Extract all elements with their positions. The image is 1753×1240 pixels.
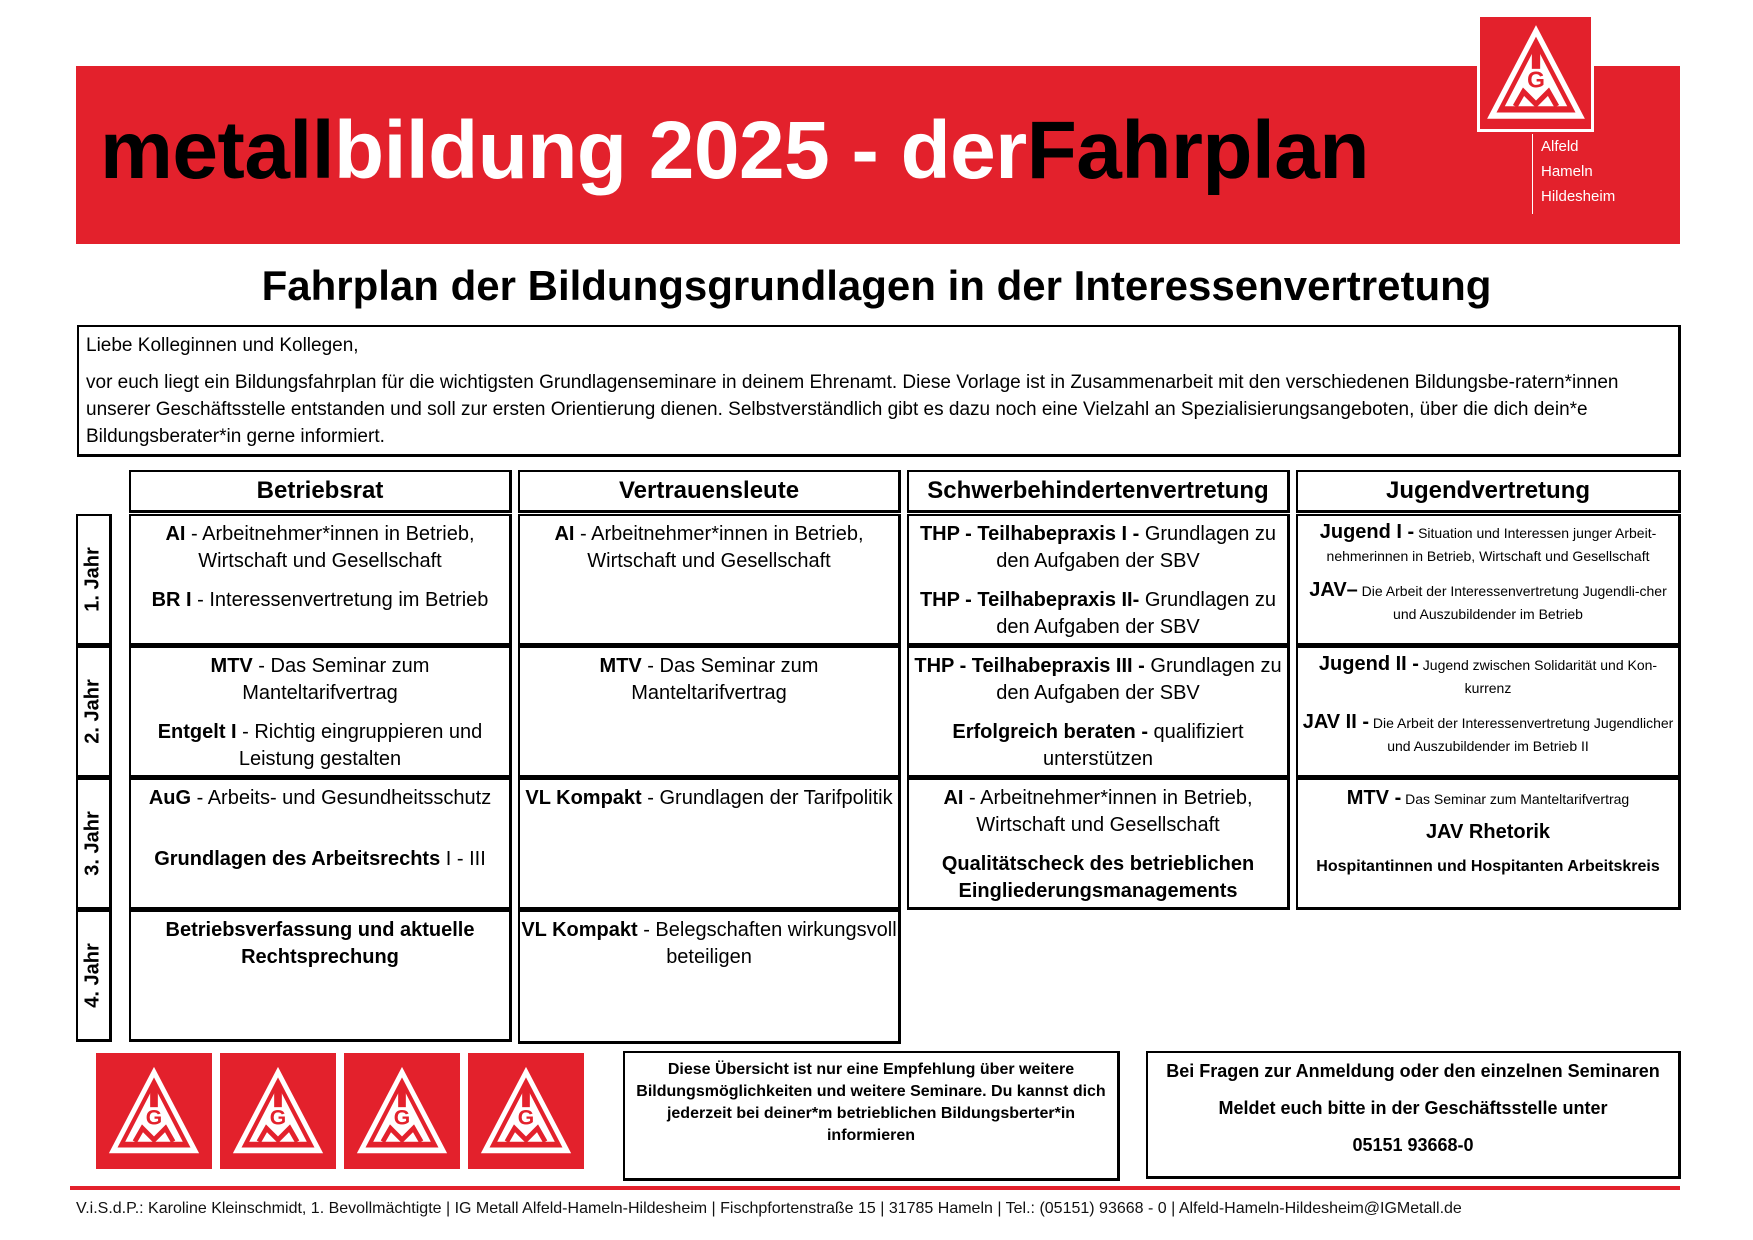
cell-betriebsrat-year1: AI - Arbeitnehmer*innen in Betrieb, Wirtschaft und Gesellschaft BR I - Interessenvertretung im Betrieb — [129, 514, 512, 646]
year-label-4: 4. Jahr — [76, 910, 112, 1042]
svg-text:G: G — [517, 1106, 535, 1130]
column-header-jugendvertretung: Jugendvertretung — [1296, 470, 1681, 513]
recommendation-note: Diese Übersicht ist nur eine Empfehlung über weitere Bildungsmöglichkeiten und weitere Seminare. Du kannst dich jederzeit bei deiner*m betrieblichen Bildungsberter*in informieren — [623, 1051, 1120, 1181]
cell-vertrauensleute-year1: AI - Arbeitnehmer*innen in Betrieb, Wirtschaft und Gesellschaft — [518, 514, 901, 646]
igm-logo-icon — [1477, 14, 1594, 132]
cell-sbv-year1: THP - Teilhabepraxis I - Grundlagen zu den Aufgaben der SBV THP - Teilhabepraxis II- Grundlagen zu den Aufgaben der SBV — [907, 514, 1290, 646]
igm-logo-icon — [468, 1053, 584, 1169]
igm-logo-icon — [96, 1053, 212, 1169]
svg-text:G: G — [1526, 66, 1545, 93]
location-list — [1532, 134, 1615, 214]
igm-logo-icon — [220, 1053, 336, 1169]
svg-text:G: G — [145, 1106, 163, 1130]
year-label-2: 2. Jahr — [76, 646, 112, 778]
header-banner — [76, 66, 1680, 244]
location-hildesheim: Hildesheim — [1541, 188, 1616, 205]
cell-vertrauensleute-year4: VL Kompakt - Belegschaften wirkungsvoll beteiligen — [518, 910, 901, 1044]
year-label-3: 3. Jahr — [76, 778, 112, 910]
svg-text:G: G — [393, 1106, 411, 1130]
logo-row — [96, 1053, 584, 1169]
column-header-betriebsrat: Betriebsrat — [129, 470, 512, 513]
cell-betriebsrat-year2: MTV - Das Seminar zum Manteltarifvertrag Entgelt I - Richtig eingruppieren und Leistung gestalten — [129, 646, 512, 778]
footer-imprint: V.i.S.d.P.: Karoline Kleinschmidt, 1. Bevollmächtigte | IG Metall Alfeld-Hameln-Hildesheim | Fischpfortenstraße 15 | 31785 Hameln | Tel.: (05151) 93668 - 0 | Alfeld-Hameln-Hildesheim@IGMetall.de — [76, 1200, 1462, 1217]
intro-greeting: Liebe Kolleginnen und Kollegen, — [86, 335, 359, 356]
cell-jav-year3: MTV - Das Seminar zum Manteltarifvertrag JAV Rhetorik Hospitantinnen und Hospitanten Arbeitskreis — [1296, 778, 1681, 910]
cell-vertrauensleute-year3: VL Kompakt - Grundlagen der Tarifpolitik — [518, 778, 901, 910]
column-header-vertrauensleute: Vertrauensleute — [518, 470, 901, 513]
page-title: metallbildung 2025 - derFahrplan — [100, 105, 1369, 196]
column-header-schwerbehindertenvertretung: Schwerbehindertenvertretung — [907, 470, 1290, 513]
cell-jav-year1: Jugend I - Situation und Interessen junger Arbeit-nehmerinnen in Betrieb, Wirtschaft und Gesellschaft JAV– Die Arbeit der Interessenvertretung Jugendli-cher und Auszubildender im Betrieb — [1296, 514, 1681, 646]
cell-vertrauensleute-year2: MTV - Das Seminar zum Manteltarifvertrag — [518, 646, 901, 778]
contact-note — [1146, 1051, 1681, 1179]
intro-box — [77, 325, 1681, 457]
footer-divider — [70, 1186, 1680, 1190]
cell-sbv-year3: AI - Arbeitnehmer*innen in Betrieb, Wirtschaft und Gesellschaft Qualitätscheck des betrieblichen Eingliederungsmanagements — [907, 778, 1290, 910]
igm-logo-icon — [344, 1053, 460, 1169]
contact-line-2: Meldet euch bitte in der Geschäftsstelle unter — [1218, 1098, 1608, 1118]
subheading: Fahrplan der Bildungsgrundlagen in der Interessenvertretung — [261, 262, 1492, 309]
year-label-1: 1. Jahr — [76, 514, 112, 646]
contact-phone: 05151 93668-0 — [1352, 1135, 1474, 1155]
contact-line-1: Bei Fragen zur Anmeldung oder den einzelnen Seminaren — [1166, 1061, 1660, 1081]
cell-jav-year2: Jugend II - Jugend zwischen Solidarität und Kon-kurrenz JAV II - Die Arbeit der Interessenvertretung Jugendlicher und Auszubildender im Betrieb II — [1296, 646, 1681, 778]
svg-text:G: G — [269, 1106, 287, 1130]
intro-body: vor euch liegt ein Bildungsfahrplan für die wichtigsten Grundlagenseminare in deinem Ehrenamt. Diese Vorlage ist in Zusammenarbeit mit den verschiedenen Bildungsbe-ratern*innen unserer Geschäftsstelle entstanden und soll zur ersten Orientierung dienen. Selbstverständlich gibt es dazu noch eine Vielzahl an Spezialisierungsangeboten, über die dich dein*e Bildungsberater*in gerne informiert. — [86, 372, 1619, 447]
location-alfeld: Alfeld — [1541, 138, 1579, 155]
cell-betriebsrat-year4: Betriebsverfassung und aktuelle Rechtsprechung — [129, 910, 512, 1042]
cell-betriebsrat-year3: AuG - Arbeits- und Gesundheitsschutz Grundlagen des Arbeitsrechts I - III — [129, 778, 512, 910]
location-hameln: Hameln — [1541, 163, 1593, 180]
cell-sbv-year2: THP - Teilhabepraxis III - Grundlagen zu den Aufgaben der SBV Erfolgreich beraten - qualifiziert unterstützen — [907, 646, 1290, 778]
